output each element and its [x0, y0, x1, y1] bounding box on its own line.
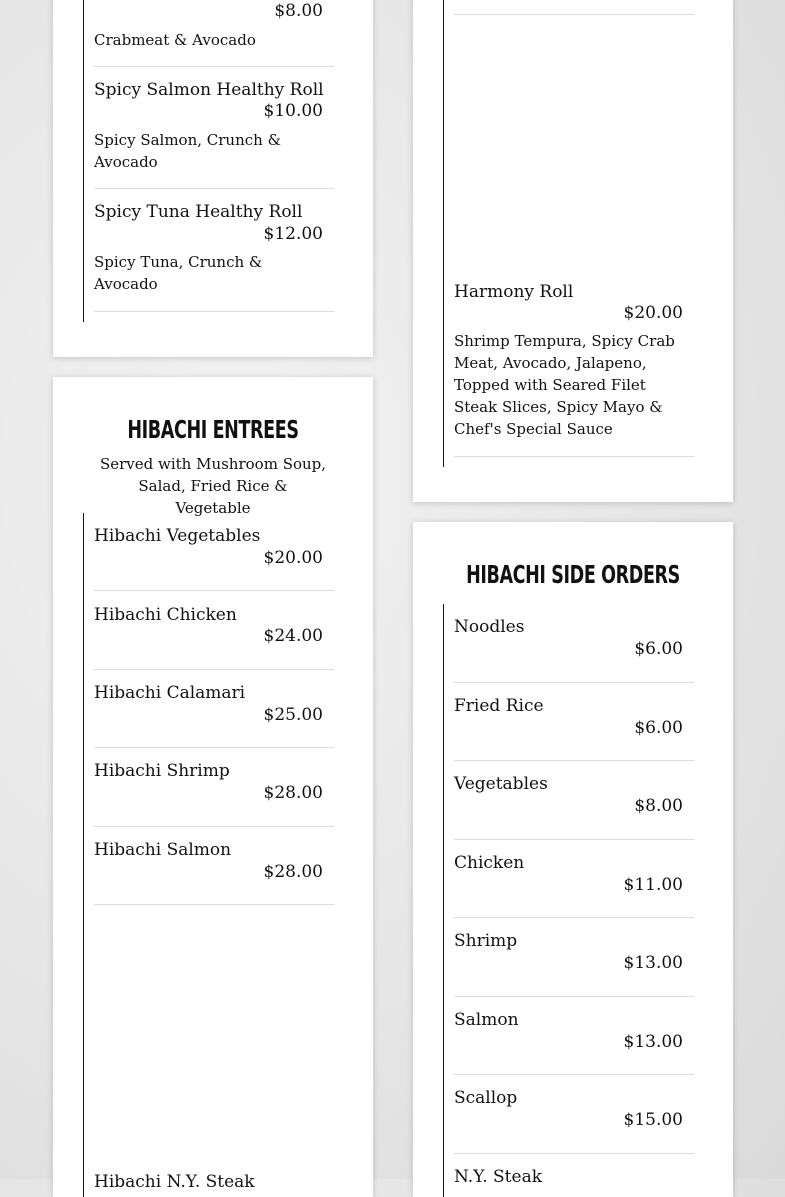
menu-item-price: $12.00 — [263, 224, 323, 244]
menu-item[interactable] — [94, 67, 334, 189]
menu-item-description: Shrimp Tempura, Spicy Crab Meat, Avocado, Jalapeno, Topped with Seared Filet Steak Slices, Spicy Mayo & Chef's Special Sauce — [454, 332, 675, 438]
menu-item-description: Crabmeat & Avocado — [94, 31, 256, 49]
menu-item[interactable] — [454, 761, 694, 840]
menu-item-name: Vegetables — [454, 774, 548, 794]
menu-item-name: Chicken — [454, 853, 525, 873]
menu-item[interactable] — [454, 604, 694, 683]
menu-item-price: $28.00 — [263, 783, 323, 803]
menu-item-list — [83, 513, 344, 1197]
rolls-card-top-left — [53, 0, 373, 357]
menu-item-name: Salmon — [454, 1010, 519, 1030]
menu-item-description: Spicy Tuna, Crunch & Avocado — [94, 253, 263, 293]
menu-item-name: Hibachi Chicken — [94, 605, 237, 625]
menu-item[interactable] — [94, 0, 334, 67]
section-title: HIBACHI SIDE ORDERS — [466, 560, 680, 589]
menu-item-price: $13.00 — [623, 953, 683, 973]
menu-item-price: $25.00 — [263, 705, 323, 725]
menu-item-name: Spicy Salmon Healthy Roll — [94, 80, 324, 100]
menu-item[interactable] — [454, 1075, 694, 1154]
menu-item[interactable] — [94, 905, 334, 1197]
menu-item-name: Harmony Roll — [454, 282, 574, 302]
menu-item-name: Hibachi Calamari — [94, 683, 246, 703]
menu-item-price: $20.00 — [623, 303, 683, 323]
menu-item-list — [443, 0, 704, 467]
menu-item-price: $28.00 — [263, 862, 323, 882]
menu-item[interactable] — [94, 513, 334, 591]
menu-item-name: Hibachi Salmon — [94, 840, 232, 860]
menu-item-name: Hibachi Shrimp — [94, 761, 230, 781]
menu-item-price: $24.00 — [263, 626, 323, 646]
menu-item-name: Scallop — [454, 1088, 518, 1108]
rolls-card-top-right — [413, 0, 733, 502]
menu-item[interactable] — [454, 997, 694, 1075]
menu-item-name: Noodles — [454, 617, 525, 637]
menu-item[interactable] — [454, 840, 694, 918]
section-subtitle: Served with Mushroom Soup, Salad, Fried Rice & Vegetable — [99, 455, 327, 517]
menu-item-list — [443, 604, 704, 1197]
section-title: HIBACHI ENTREES — [127, 415, 299, 444]
menu-item-price: $8.00 — [274, 1, 323, 21]
menu-item-price: $10.00 — [263, 101, 323, 121]
menu-item-name: Shrimp — [454, 931, 518, 951]
menu-item-price: $6.00 — [634, 718, 683, 738]
menu-item-price: $6.00 — [634, 639, 683, 659]
menu-item-name: N.Y. Steak — [454, 1167, 543, 1187]
menu-item[interactable] — [94, 827, 334, 905]
menu-item-description: Spicy Salmon, Crunch & Avocado — [94, 131, 281, 171]
menu-item-price: $13.00 — [623, 1032, 683, 1052]
menu-item[interactable] — [454, 15, 694, 457]
menu-item[interactable] — [454, 918, 694, 997]
menu-item-name: Spicy Tuna Healthy Roll — [94, 202, 303, 222]
menu-item-price: $20.00 — [263, 548, 323, 568]
menu-item-spacer — [454, 0, 694, 15]
hibachi-entrees-card — [53, 377, 373, 1197]
menu-item-name: Hibachi Vegetables — [94, 526, 261, 546]
menu-item-price: $11.00 — [623, 875, 683, 895]
menu-item-price: $8.00 — [634, 796, 683, 816]
menu-item-list — [83, 0, 344, 322]
menu-item-name: Hibachi N.Y. Steak — [94, 1172, 255, 1192]
menu-item-name: Fried Rice — [454, 696, 544, 716]
menu-item[interactable] — [454, 1154, 694, 1197]
hibachi-side-orders-card — [413, 522, 733, 1197]
menu-item-price: $15.00 — [623, 1110, 683, 1130]
menu-item[interactable] — [94, 189, 334, 312]
menu-item[interactable] — [94, 591, 334, 670]
menu-item[interactable] — [94, 748, 334, 827]
menu-item[interactable] — [454, 683, 694, 761]
menu-item[interactable] — [94, 670, 334, 748]
